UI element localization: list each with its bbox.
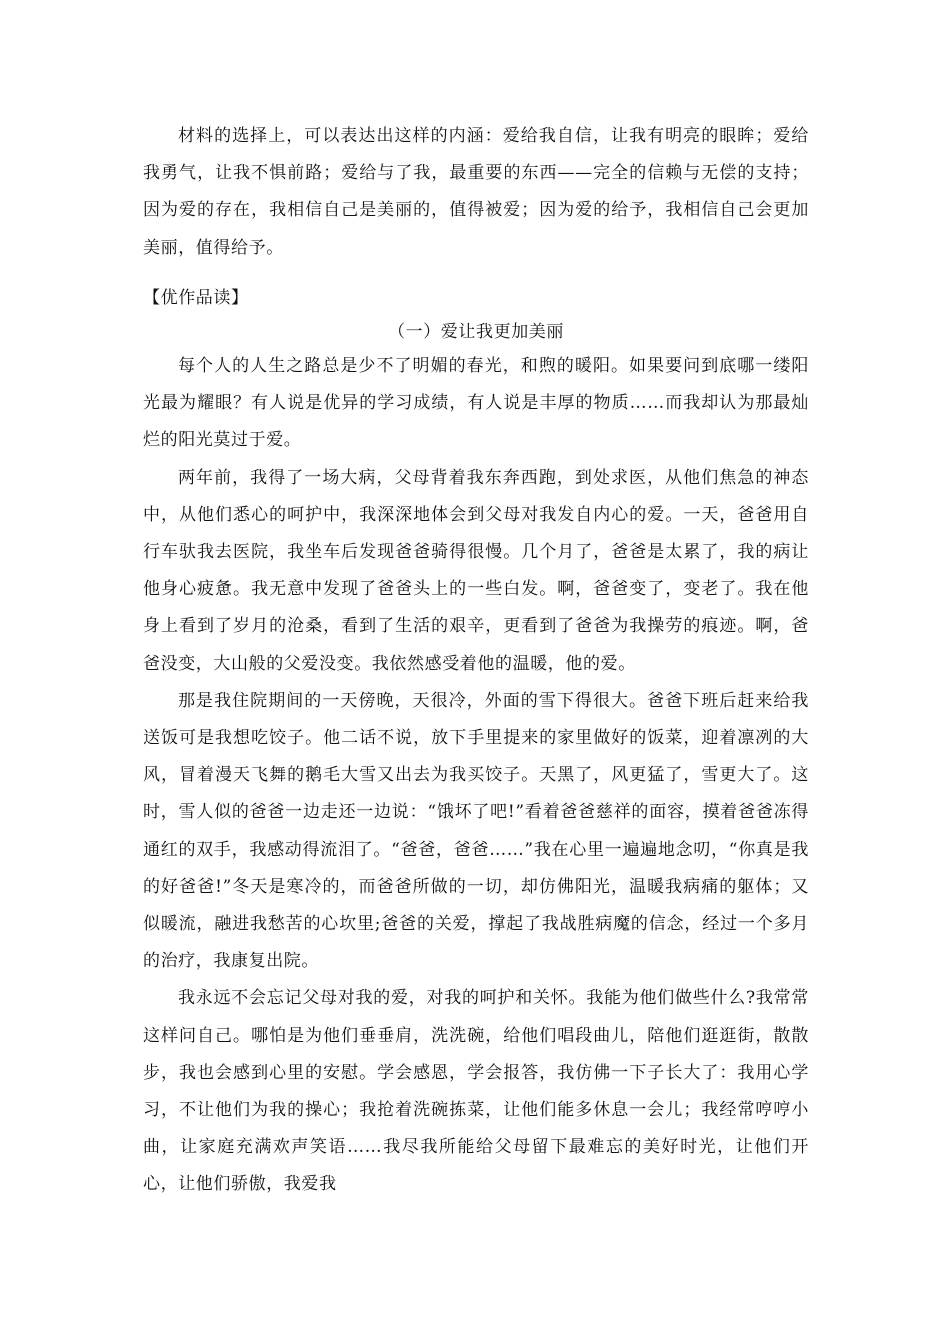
essay-title: （一）爱让我更加美丽 xyxy=(388,322,564,342)
intro-paragraph: 材料的选择上，可以表达出这样的内涵：爱给我自信，让我有明亮的眼眸；爱给我勇气，让我不惧前路；爱给与了我，最重要的东西——完全的信赖与无偿的支持；因为爱的存在，我相信自己是美丽的，值得被爱；因为爱的给予，我相信自己会更加美丽，值得给予。 xyxy=(143,126,809,258)
essay-paragraph: 我永远不会忘记父母对我的爱，对我的呵护和关怀。我能为他们做些什么?我常常这样问自己。哪怕是为他们垂垂肩，洗洗碗，给他们唱段曲儿，陪他们逛逛街，散散步，我也会感到心里的安慰。学会感恩，学会报答，我仿佛一下子长大了：我用心学习，不让他们为我的操心；我抢着洗碗拣菜，让他们能多休息一会儿；我经常哼哼小曲，让家庭充满欢声笑语……我尽我所能给父母留下最难忘的美好时光，让他们开心，让他们骄傲，我爱我 xyxy=(143,988,809,1195)
section-label: 【优作品读】 xyxy=(143,288,249,308)
intro-block xyxy=(143,118,809,267)
essay-body xyxy=(143,348,809,1204)
essay-paragraph: 每个人的人生之路总是少不了明媚的春光，和煦的暖阳。如果要问到底哪一缕阳光最为耀眼？有人说是优异的学习成绩，有人说是丰厚的物质……而我却认为那最灿烂的阳光莫过于爱。 xyxy=(143,356,809,451)
essay-paragraph: 两年前，我得了一场大病，父母背着我东奔西跑，到处求医，从他们焦急的神态中，从他们悉心的呵护中，我深深地体会到父母对我发自内心的爱。一天，爸爸用自行车驮我去医院，我坐车后发现爸爸骑得很慢。几个月了，爸爸是太累了，我的病让他身心疲惫。我无意中发现了爸爸头上的一些白发。啊，爸爸变了，变老了。我在他身上看到了岁月的沧桑，看到了生活的艰辛，更看到了爸爸为我操劳的痕迹。啊，爸爸没变，大山般的父爱没变。我依然感受着他的温暖，他的爱。 xyxy=(143,467,809,674)
essay-paragraph: 那是我住院期间的一天傍晚，天很冷，外面的雪下得很大。爸爸下班后赶来给我送饭可是我想吃饺子。他二话不说，放下手里提来的家里做好的饭菜，迎着凛冽的大风，冒着漫天飞舞的鹅毛大雪又出去为我买饺子。天黑了，风更猛了，雪更大了。这时，雪人似的爸爸一边走还一边说：“饿坏了吧!”看着爸爸慈祥的面容，摸着爸爸冻得通红的双手，我感动得流泪了。“爸爸，爸爸……”我在心里一遍遍地念叨，“你真是我的好爸爸!”冬天是寒冷的，而爸爸所做的一切，却仿佛阳光，温暖我病痛的躯体；又似暖流，融进我愁苦的心坎里;爸爸的关爱，撑起了我战胜病魔的信念，经过一个多月的治疗，我康复出院。 xyxy=(143,690,809,972)
